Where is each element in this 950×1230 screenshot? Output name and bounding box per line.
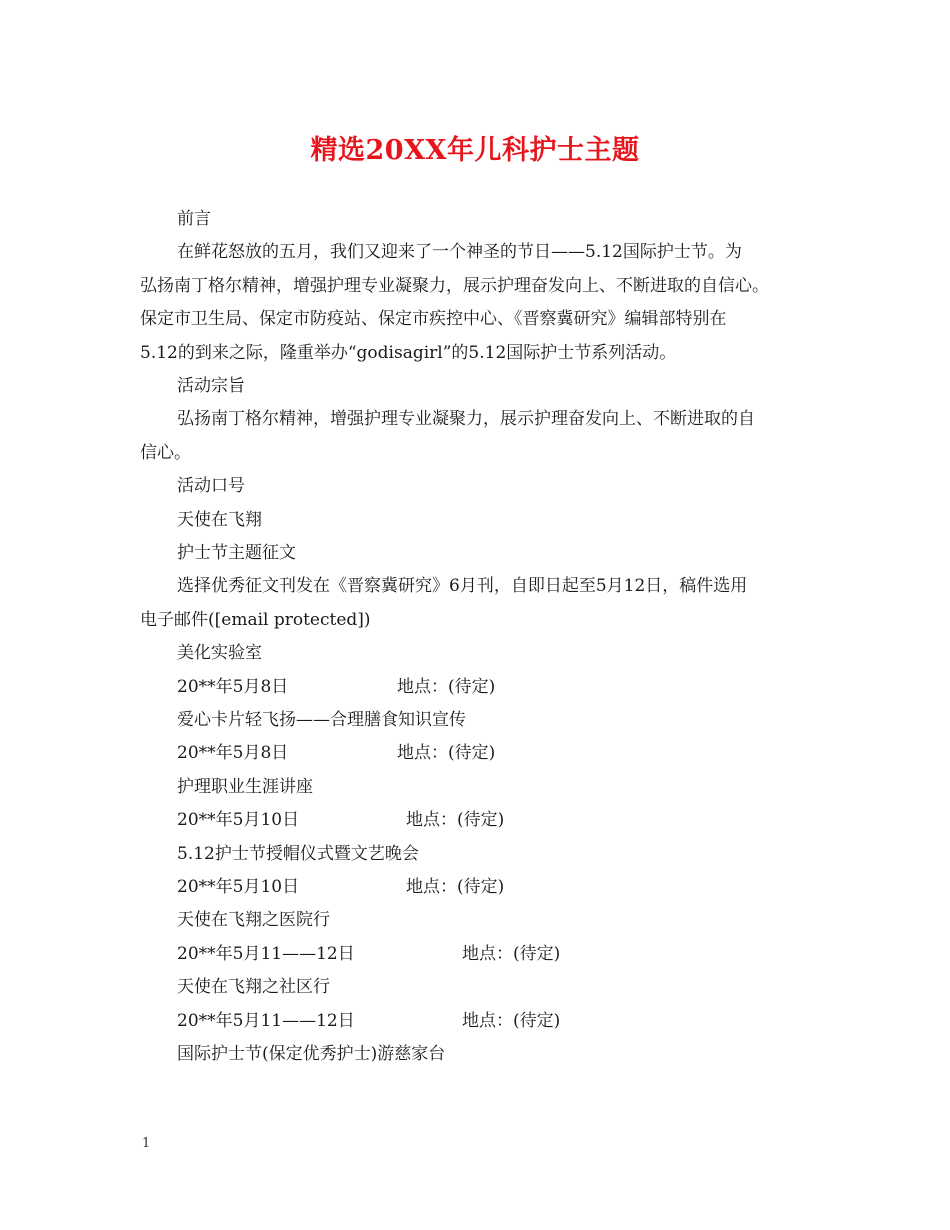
event-schedule: [140, 938, 812, 971]
event-name: 护理职业生涯讲座: [177, 776, 313, 797]
preface-paragraph: [140, 236, 812, 370]
preface-heading: 前言: [177, 209, 211, 229]
event-date: 20**年5月8日: [177, 743, 289, 764]
page-number: 1: [142, 1136, 151, 1151]
event-schedule: [140, 871, 812, 904]
document-body: [140, 203, 812, 1071]
event-name: 天使在飞翔之社区行: [177, 977, 330, 998]
purpose-paragraph: [140, 403, 812, 470]
preface-line: 在鲜花怒放的五月，我们又迎来了一个神圣的节日——5.12国际护士节。为: [177, 242, 742, 263]
essay-line: 电子邮件([email protected]): [140, 609, 371, 630]
essay-paragraph: [140, 570, 812, 637]
event-location: 地点：(待定): [462, 943, 561, 964]
event-name: 美化实验室: [177, 643, 262, 664]
event-location: 地点：(待定): [397, 676, 496, 697]
purpose-line: 信心。: [140, 442, 191, 463]
preface-line: 5.12的到来之际，隆重举办“godisagirl”的5.12国际护士节系列活动。: [140, 342, 677, 363]
event-location: 地点：(待定): [397, 743, 496, 764]
final-event-heading: 国际护士节(保定优秀护士)游慈家台: [177, 1043, 446, 1064]
essay-line: 选择优秀征文刊发在《晋察冀研究》6月刊，自即日起至5月12日，稿件选用: [177, 576, 748, 597]
event-date: 20**年5月10日: [177, 810, 300, 831]
preface-line: 保定市卫生局、保定市防疫站、保定市疾控中心、《晋察冀研究》编辑部特别在: [140, 309, 727, 330]
event-name: 天使在飞翔之医院行: [177, 910, 330, 931]
event-schedule: [140, 671, 812, 704]
event-location: 地点：(待定): [462, 1010, 561, 1031]
event-location: 地点：(待定): [406, 876, 505, 897]
slogan-text: 天使在飞翔: [177, 509, 262, 530]
purpose-heading: 活动宗旨: [177, 376, 245, 397]
purpose-line: 弘扬南丁格尔精神，增强护理专业凝聚力，展示护理奋发向上、不断进取的自: [177, 409, 755, 430]
document-title: 精选20XX年儿科护士主题: [310, 135, 640, 166]
preface-line: 弘扬南丁格尔精神，增强护理专业凝聚力，展示护理奋发向上、不断进取的自信心。: [140, 275, 769, 296]
essay-heading: 护士节主题征文: [177, 543, 296, 563]
event-schedule: [140, 1005, 812, 1038]
event-date: 20**年5月10日: [177, 876, 300, 897]
event-schedule: [140, 804, 812, 837]
event-date: 20**年5月11——12日: [177, 1010, 355, 1031]
event-schedule: [140, 737, 812, 770]
event-date: 20**年5月8日: [177, 676, 289, 697]
event-name: 爱心卡片轻飞扬——合理膳食知识宣传: [177, 709, 466, 730]
slogan-heading: 活动口号: [177, 476, 245, 497]
event-name: 5.12护士节授帽仪式暨文艺晚会: [177, 843, 419, 864]
event-date: 20**年5月11——12日: [177, 943, 355, 964]
event-location: 地点：(待定): [406, 810, 505, 831]
